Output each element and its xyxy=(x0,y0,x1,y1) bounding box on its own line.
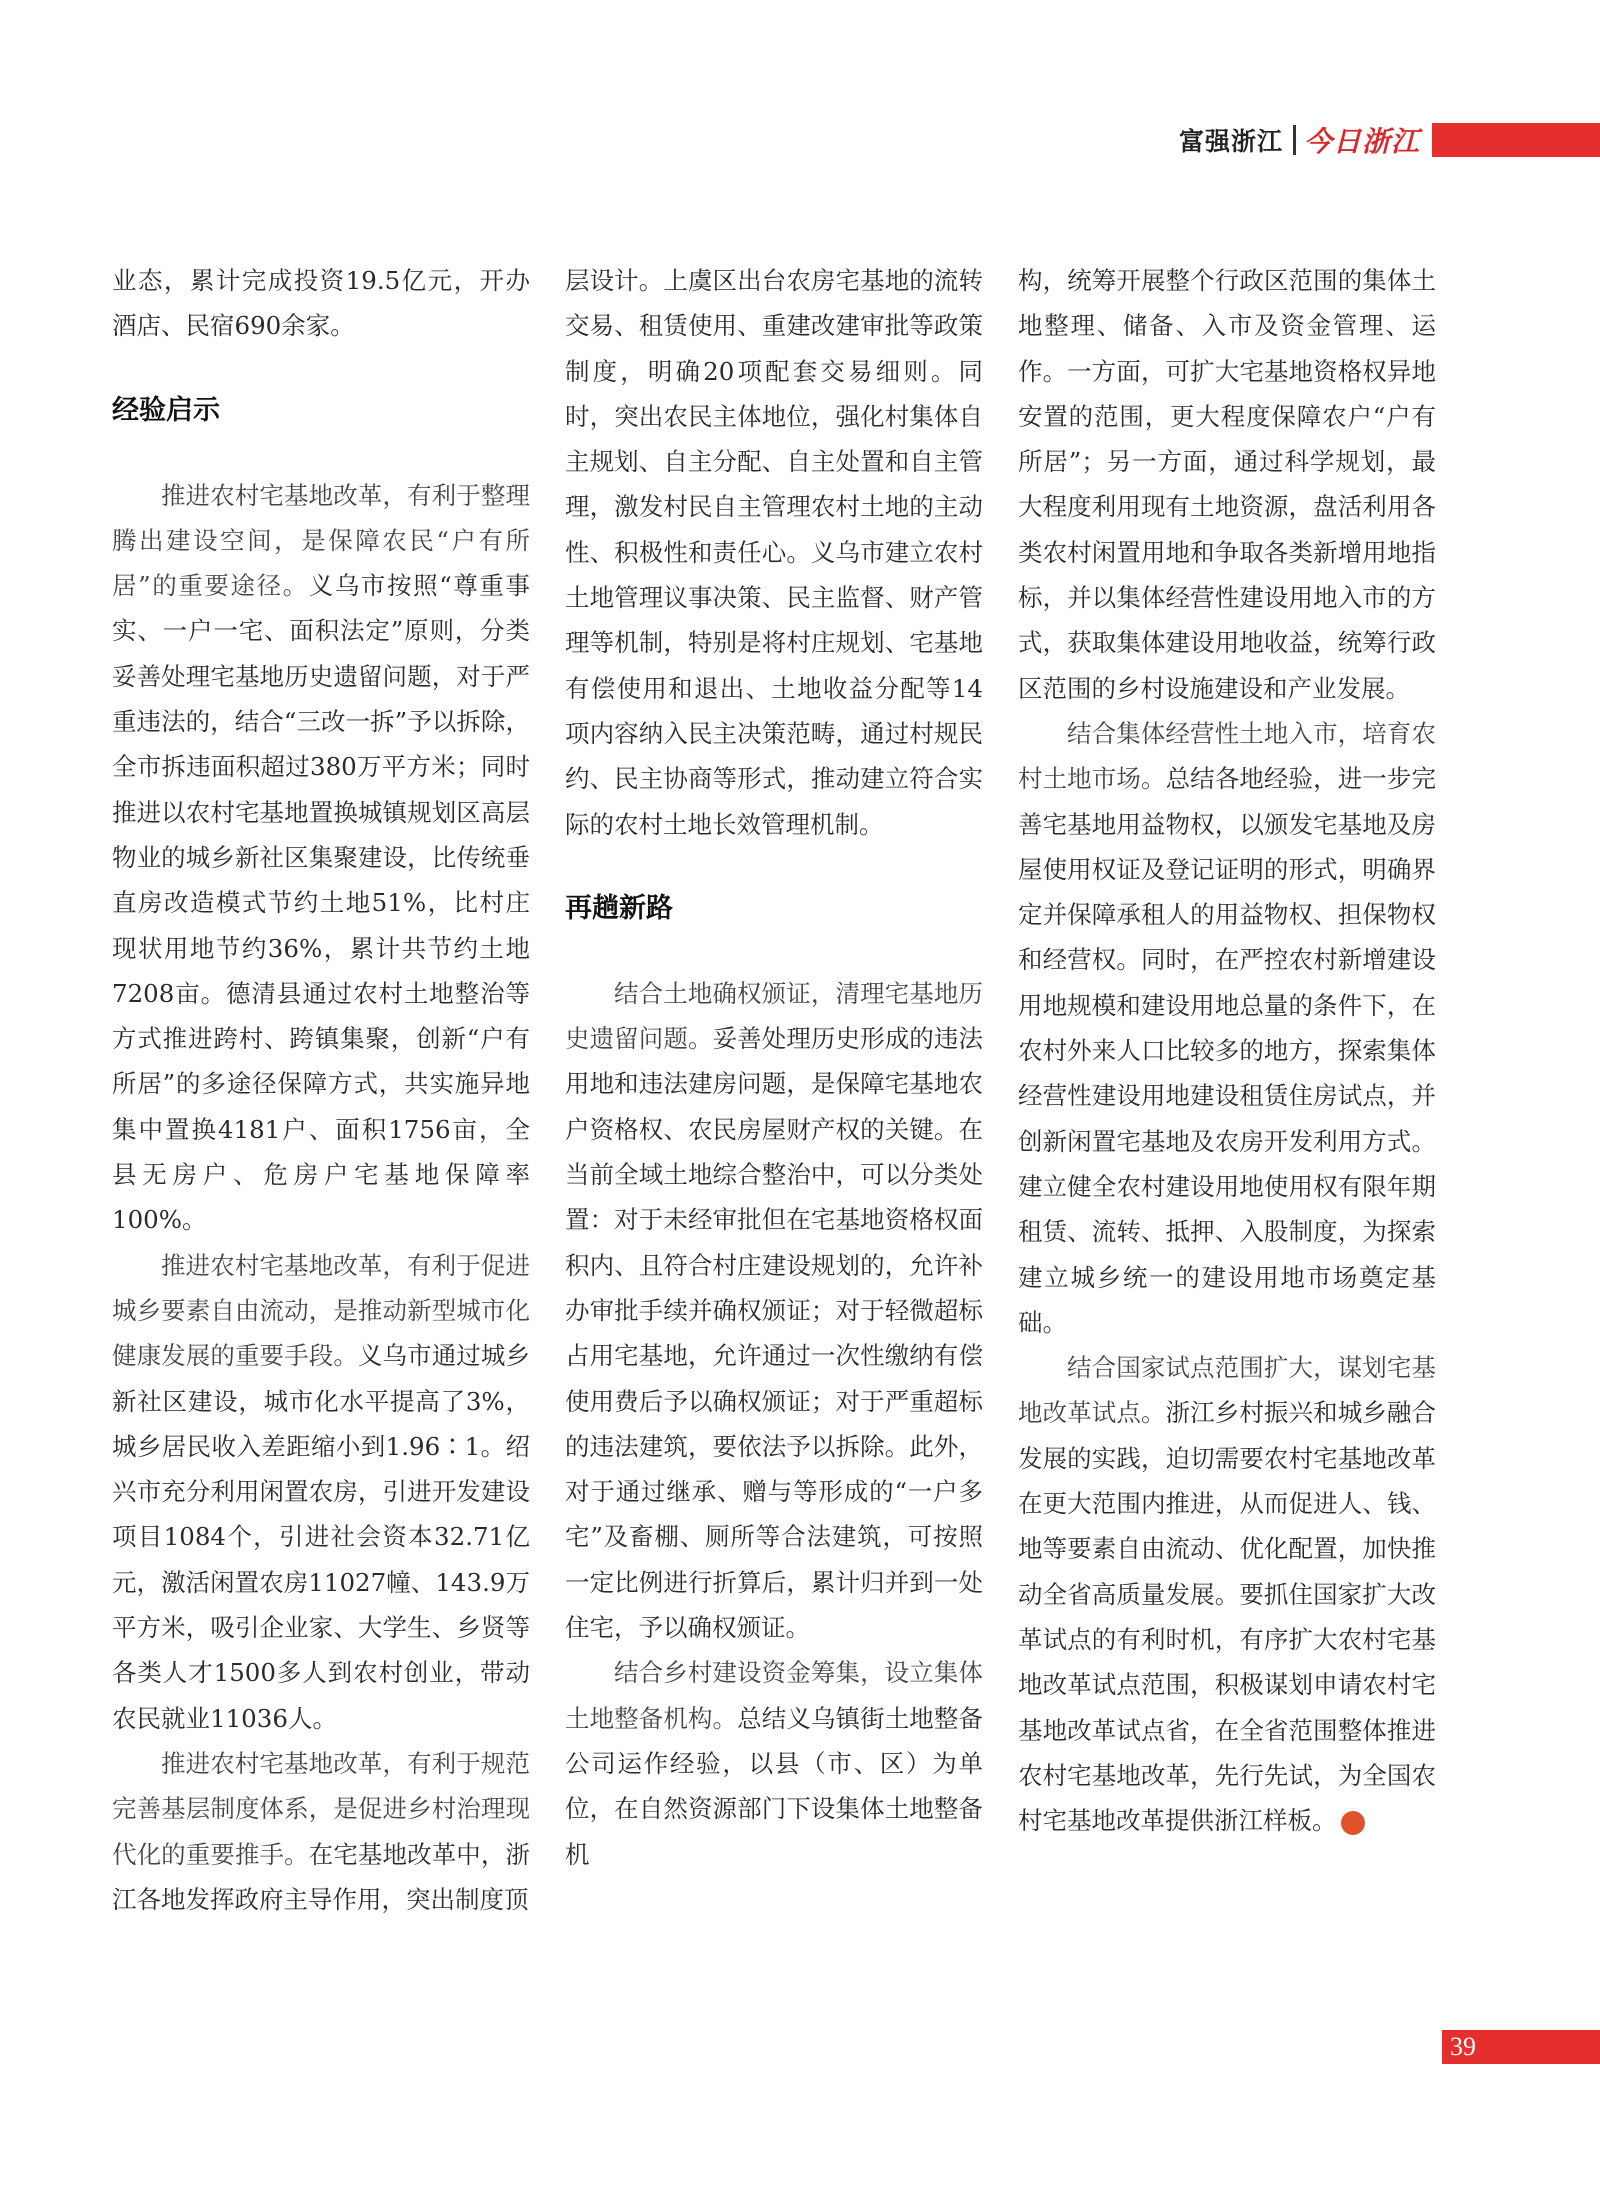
magazine-logo: 今日浙江 xyxy=(1303,125,1420,158)
paragraph-body: 浙江乡村振兴和城乡融合发展的实践，迫切需要农村宅基地改革在更大范围内推进，从而促进人、钱、地等要素自由流动、优化配置，加快推动全省高质量发展。要抓住国家扩大改革试点的有利时机，有序扩大农村宅基地改革试点范围，积极谋划申请农村宅基地改革试点省，在全省范围整体推进农村宅基地改革，先行先试，为全国农村宅基地改革提供浙江样板。 xyxy=(1018,1398,1436,1836)
paragraph-lead: 结合乡村建设资金筹集，设立集体土地整备机构。 xyxy=(565,1658,983,1733)
paragraph-body: 义乌市按照“尊重事实、一户一宅、面积法定”原则，分类妥善处理宅基地历史遗留问题，对于严重违法的，结合“三改一拆”予以拆除，全市拆违面积超过380万平方米；同时推进以农村宅基地置换城镇规划区高层物业的城乡新社区集聚建设，比传统垂直房改造模式节约土地51%，比村庄现状用地节约36%，累计共节约土地7208亩。德清县通过农村土地整治等方式推进跨村、跨镇集聚，创新“户有所居”的多途径保障方式，共实施异地集中置换4181户、面积1756亩，全县无房户、危房户宅基地保障率100%。 xyxy=(112,571,530,1235)
paragraph: 构，统筹开展整个行政区范围的集体土地整理、储备、入市及资金管理、运作。一方面，可扩大宅基地资格权异地安置的范围，更大程度保障农户“户有所居”；另一方面，通过科学规划，最大程度利用现有土地资源，盘活利用各类农村闲置用地和争取各类新增用地指标，并以集体经营性建设用地入市的方式，获取集体建设用地收益，统筹行政区范围的乡村设施建设和产业发展。 xyxy=(1018,266,1436,703)
section-heading-new-path: 再趟新路 xyxy=(565,892,673,924)
paragraph-lead: 结合国家试点范围扩大，谋划宅基地改革试点。 xyxy=(1018,1353,1436,1428)
section-name: 富强浙江 xyxy=(1178,127,1283,156)
paragraph xyxy=(1018,1345,1436,1843)
paragraph: 业态，累计完成投资19.5亿元，开办酒店、民宿690余家。 xyxy=(112,266,530,341)
paragraph-body: 妥善处理历史形成的违法用地和违法建房问题，是保障宅基地农户资格权、农民房屋财产权的关键。在当前全域土地综合整治中，可以分类处置：对于未经审批但在宅基地资格权面积内、且符合村庄建设规划的，允许补办审批手续并确权颁证；对于轻微超标占用宅基地，允许通过一次性缴纳有偿使用费后予以确权颁证；对于严重超标的违法建筑，要依法予以拆除。此外，对于通过继承、赠与等形成的“一户多宅”及畜棚、厕所等合法建筑，可按照一定比例进行折算后，累计归并到一处住宅，予以确权颁证。 xyxy=(565,1024,983,1643)
header-red-bar xyxy=(1432,123,1600,157)
paragraph-body: 总结义乌镇街土地整备公司运作经验，以县（市、区）为单位，在自然资源部门下设集体土地整备机 xyxy=(565,1703,983,1869)
paragraph-lead: 推进农村宅基地改革，有利于整理腾出建设空间，是保障农民“户有所居”的重要途径。 xyxy=(112,480,530,601)
paragraph xyxy=(112,473,530,1243)
paragraph xyxy=(112,1243,530,1741)
paragraph xyxy=(565,1650,983,1876)
paragraph xyxy=(1018,711,1436,1345)
paragraph-body: 在宅基地改革中，浙江各地发挥政府主导作用，突出制度顶 xyxy=(112,1839,530,1914)
paragraph-lead: 结合土地确权颁证，清理宅基地历史遗留问题。 xyxy=(565,978,983,1054)
article-column-1 xyxy=(112,258,530,1922)
page-header xyxy=(1179,122,1600,158)
paragraph-lead: 推进农村宅基地改革，有利于促进城乡要素自由流动，是推动新型城市化健康发展的重要手段。 xyxy=(112,1250,530,1371)
paragraph: 层设计。上虞区出台农房宅基地的流转交易、租赁使用、重建改建审批等政策制度，明确20项配套交易细则。同时，突出农民主体地位，强化村集体自主规划、自主分配、自主处置和自主管理，激发村民自主管理农村土地的主动性、积极性和责任心。义乌市建立农村土地管理议事决策、民主监督、财产管理等机制，特别是将村庄规划、宅基地有偿使用和退出、土地收益分配等14项内容纳入民主决策范畴，通过村规民约、民主协商等形式，推动建立符合实际的农村土地长效管理机制。 xyxy=(565,266,983,839)
paragraph-body: 总结各地经验，进一步完善宅基地用益物权，以颁发宅基地及房屋使用权证及登记证明的形式，明确界定并保障承租人的用益物权、担保物权和经营权。同时，在严控农村新增建设用地规模和建设用地总量的条件下，在农村外来人口比较多的地方，探索集体经营性建设用地建设租赁住房试点，并创新闲置宅基地及农房开发利用方式。建立健全农村建设用地使用权有限年期租赁、流转、抵押、入股制度，为探索建立城乡统一的建设用地市场奠定基础。 xyxy=(1018,764,1436,1337)
page-number: 39 xyxy=(1450,2032,1476,2061)
article-column-2 xyxy=(565,258,983,1877)
header-divider xyxy=(1293,125,1296,155)
section-heading-experience: 经验启示 xyxy=(112,394,220,426)
article-column-3 xyxy=(1018,258,1436,1843)
article-end-icon: 今 xyxy=(1341,1811,1365,1835)
page-number-bar xyxy=(1442,2030,1600,2064)
paragraph-lead: 结合集体经营性土地入市，培育农村土地市场。 xyxy=(1018,718,1436,794)
paragraph xyxy=(112,1741,530,1922)
paragraph xyxy=(565,971,983,1650)
paragraph-lead: 推进农村宅基地改革，有利于规范完善基层制度体系，是促进乡村治理现代化的重要推手。 xyxy=(112,1748,530,1869)
paragraph-body: 义乌市通过城乡新社区建设，城市化水平提高了3%，城乡居民收入差距缩小到1.96∶1。绍兴市充分利用闲置农房，引进开发建设项目1084个，引进社会资本32.71亿元，激活闲置农房11027幢、143.9万平方米，吸引企业家、大学生、乡贤等各类人才1500多人到农村创业，带动农民就业11036人。 xyxy=(112,1341,530,1733)
